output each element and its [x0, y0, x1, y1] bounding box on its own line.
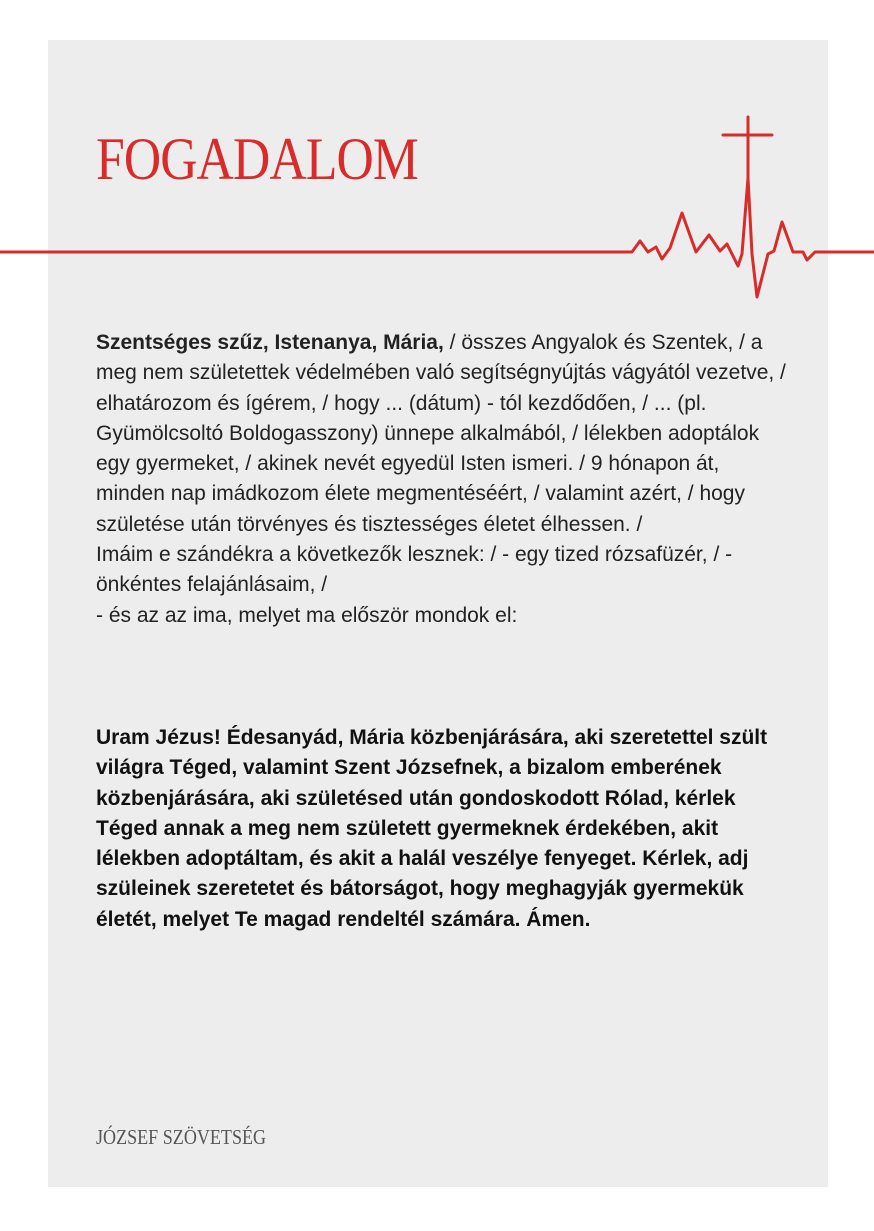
heartbeat-cross-graphic: [0, 110, 874, 310]
footer-organization: JÓZSEF SZÖVETSÉG: [96, 1125, 267, 1149]
vow-intro-bold: Szentséges szűz, Istenanya, Mária,: [96, 331, 444, 354]
vow-text: [96, 328, 786, 631]
page-title: FOGADALOM: [96, 126, 418, 192]
intentions-line: Imáim e szándékra a következők lesznek: / - egy tized rózsafüzér, / - önkéntes felajánlásaim, /: [96, 543, 733, 597]
cross-icon: [723, 117, 772, 180]
heartbeat-line-icon: [0, 178, 874, 297]
vow-intro-text: / összes Angyalok és Szentek, / a meg nem születettek védelmében való segítségnyújtás vágyától vezetve, / elhatározom és ígérem, / hogy ... (dátum) - tól kezdődően, / ... (pl. Gyümölcsoltó Boldogasszony) ünnepe alkalmából, / lélekben adoptálok egy gyermeket, / akinek nevét egyedül Isten ismeri. / 9 hónapon át, minden nap imádkozom élete megmentéséért, / valamint azért, / hogy születése után törvényes és tisztességes életet élhessen. /: [96, 331, 786, 536]
prayer-text: Uram Jézus! Édesanyád, Mária közbenjárására, aki szeretettel szült világra Téged, valamint Szent Józsefnek, a bizalom emberének közbenjárására, aki születésed után gondoskodott Rólad, kérlek Téged annak a meg nem született gyermeknek érdekében, akit lélekben adoptáltam, és akit a halál veszélye fenyeget. Kérlek, adj szüleinek szeretetet és bátorságot, hogy meghagyják gyermekük életét, melyet Te magad rendeltél számára. Ámen.: [96, 726, 768, 931]
vow-paragraph: [96, 328, 786, 540]
intentions-line-last: - és az az ima, melyet ma először mondok el:: [96, 603, 518, 627]
